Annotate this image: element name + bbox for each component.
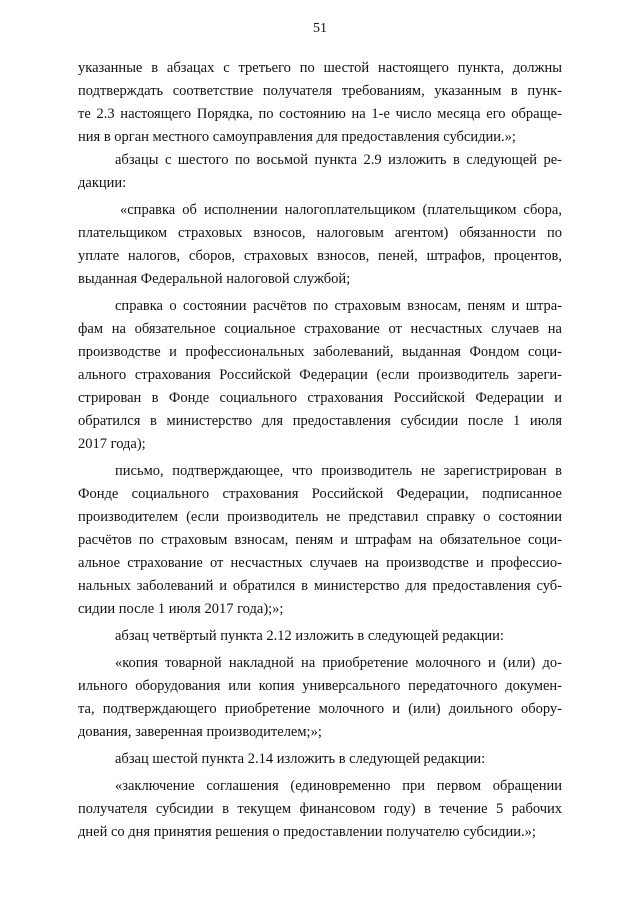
text-line: «справка об исполнении налогоплательщиком (плательщиком сбора, [120,202,562,218]
text-line: расчётов по страховым взносам, пеням и штрафам на обязательное соци- [78,532,562,548]
text-line: абзац шестой пункта 2.14 изложить в следующей редакции: [115,751,486,767]
text-line: обратился в министерство для предоставления субсидии после 1 июля [78,413,562,429]
text-line: указанные в абзацах с третьего по шестой настоящего пункта, должны [78,60,562,76]
text-line: альное страхование от несчастных случаев на производстве и профессио- [78,555,562,571]
text-line: ния в орган местного самоуправления для предоставления субсидии.»; [78,129,516,145]
text-line: сидии после 1 июля 2017 года);»; [78,601,284,617]
text-line: выданная Федеральной налоговой службой; [78,271,351,287]
text-line: производителем (если производитель не представил справку о состоянии [78,509,562,525]
text-line: ильного оборудования или копия универсального передаточного докумен- [78,678,562,694]
text-line: абзацы с шестого по восьмой пункта 2.9 изложить в следующей ре- [115,152,562,168]
text-line: получателя субсидии в текущем финансовом году) в течение 5 рабочих [78,801,562,817]
page-number: 51 [313,21,327,36]
text-line: подтверждать соответствие получателя требованиям, указанным в пунк- [78,83,562,99]
text-line: «заключение соглашения (единовременно при первом обращении [115,778,562,794]
text-line: 2017 года); [78,436,146,452]
text-line: дования, заверенная производителем;»; [78,724,322,740]
text-line: ального страхования Российской Федерации (если производитель зареги- [78,367,562,383]
text-line: стрирован в Фонде социального страхования Российской Федерации и [78,390,562,406]
text-line: нальных заболеваний и обратился в министерство для предоставления суб- [78,578,562,594]
text-line: фам на обязательное социальное страхование от несчастных случаев на [78,321,562,337]
text-line: производстве и профессиональных заболеваний, выданная Фондом соци- [78,344,562,360]
text-line: плательщиком страховых взносов, налоговым агентом) обязанности по [78,225,562,241]
text-line: письмо, подтверждающее, что производитель не зарегистрирован в [115,463,562,479]
text-line: дакции: [78,175,127,191]
text-line: справка о состоянии расчётов по страховым взносам, пеням и штра- [115,298,562,314]
text-line: дней со дня принятия решения о предоставлении получателю субсидии.»; [78,824,536,840]
text-line: «копия товарной накладной на приобретение молочного и (или) до- [115,655,562,671]
text-line: абзац четвёртый пункта 2.12 изложить в следующей редакции: [115,628,504,644]
text-line: Фонде социального страхования Российской Федерации, подписанное [78,486,562,502]
text-line: уплате налогов, сборов, страховых взносов, пеней, штрафов, процентов, [78,248,562,264]
text-line: та, подтверждающего приобретение молочного и (или) доильного обору- [78,701,562,717]
text-line: те 2.3 настоящего Порядка, по состоянию на 1-е число месяца его обраще- [78,106,562,122]
